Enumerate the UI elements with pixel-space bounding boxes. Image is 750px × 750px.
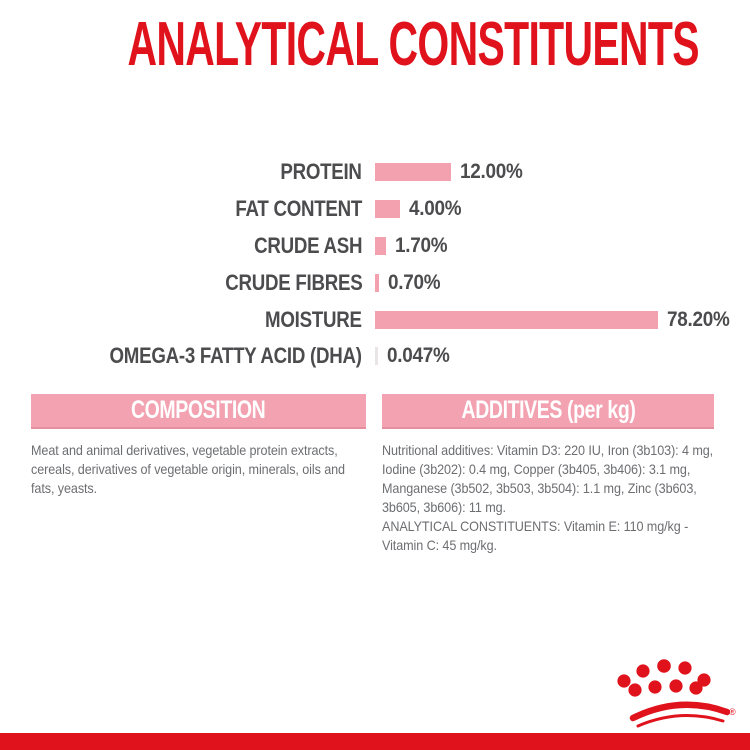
- bar-label: CRUDE FIBRES: [224, 269, 362, 295]
- crown-band-thin-icon: [638, 716, 723, 726]
- crown-dot-icon: [648, 680, 661, 693]
- bottom-red-stripe: [0, 733, 750, 750]
- chart-row: [0, 264, 750, 301]
- bar: [375, 200, 400, 218]
- additives-header: [382, 394, 714, 429]
- bar-value-label: 4.00%: [409, 197, 462, 221]
- chart-row: [0, 338, 750, 375]
- page-title: ANALYTICAL CONSTITUENTS: [127, 10, 699, 79]
- bar: [375, 163, 451, 181]
- bar-label: MOISTURE: [265, 306, 362, 332]
- crown-dot-icon: [636, 664, 649, 677]
- chart-row: [0, 191, 750, 228]
- crown-dot-icon: [628, 683, 641, 696]
- bar: [375, 237, 386, 255]
- bar-value-label: 1.70%: [394, 233, 447, 257]
- bar: [375, 274, 379, 292]
- bar: [375, 347, 378, 365]
- bar-label: CRUDE ASH: [253, 232, 362, 258]
- bar: [375, 311, 658, 329]
- bar-chart: [0, 154, 750, 376]
- additives-analytical-text: ANALYTICAL CONSTITUENTS: Vitamin E: 110 mg/kg - Vitamin C: 45 mg/kg.: [382, 518, 689, 553]
- bar-label: FAT CONTENT: [235, 196, 362, 222]
- composition-header-label: COMPOSITION: [131, 396, 266, 424]
- chart-row: [0, 301, 750, 338]
- bar-value-label: 0.70%: [388, 270, 441, 294]
- royal-canin-crown-icon: [612, 656, 738, 728]
- additives-nutritional-text: Nutritional additives: Vitamin D3: 220 IU, Iron (3b103): 4 mg, Iodine (3b202): 0.4 mg, Copper (3b405, 3b406): 3.1 mg, Manganese (3b502, 3b503, 3b504): 1.1 mg, Zinc (3b603, 3b605, 3b606): 11 mg.: [382, 442, 714, 515]
- crown-dot-icon: [669, 679, 682, 692]
- composition-header: [31, 394, 366, 429]
- bar-value-label: 0.047%: [386, 344, 449, 368]
- bar-value-label: 78.20%: [667, 307, 730, 331]
- registered-mark: ®: [729, 707, 736, 717]
- bar-value-label: 12.00%: [459, 160, 523, 184]
- crown-dot-icon: [617, 674, 630, 687]
- crown-dot-icon: [657, 659, 671, 673]
- additives-text: [382, 441, 722, 555]
- chart-row: [0, 154, 750, 191]
- composition-text: Meat and animal derivatives, vegetable protein extracts, cereals, derivatives of vegetable origin, minerals, oils and fats, yeasts.: [31, 442, 345, 496]
- bar-label: OMEGA-3 FATTY ACID (DHA): [109, 343, 362, 369]
- crown-dot-icon: [689, 681, 702, 694]
- additives-header-label: ADDITIVES (per kg): [461, 396, 635, 424]
- bar-label: PROTEIN: [280, 159, 362, 185]
- crown-dot-icon: [678, 661, 691, 674]
- chart-row: [0, 228, 750, 265]
